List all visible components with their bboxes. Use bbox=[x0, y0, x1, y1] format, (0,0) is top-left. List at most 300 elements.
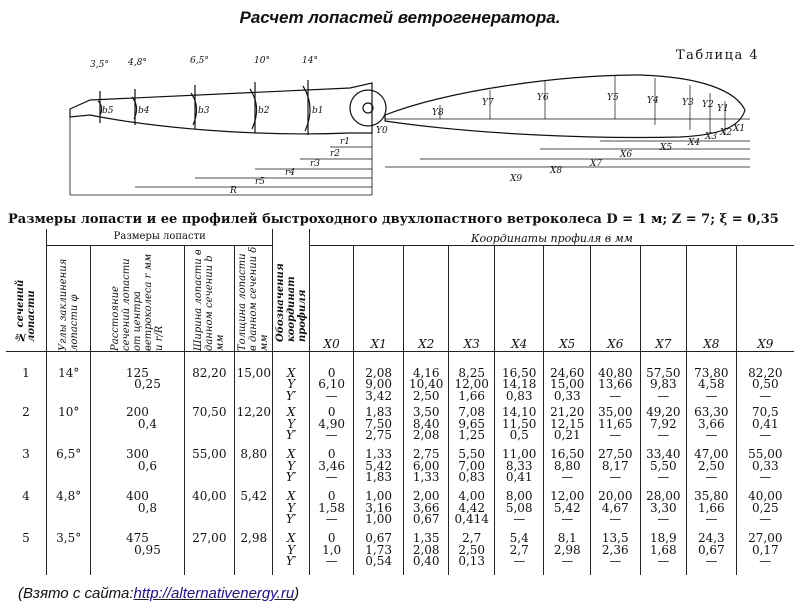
coord-yp: 1,25 bbox=[458, 428, 486, 442]
coord-y: 8,33 bbox=[505, 458, 533, 473]
coord-yp: — bbox=[609, 512, 622, 526]
section-no: 1 bbox=[6, 351, 46, 407]
coord-x: 33,40 bbox=[646, 447, 681, 461]
section-no: 3 bbox=[6, 449, 46, 491]
profile-y-label: Y3 bbox=[682, 98, 694, 108]
thickness-value: 5,42 bbox=[235, 491, 273, 533]
coord-x: 1,33 bbox=[365, 447, 393, 461]
blade-outline bbox=[70, 83, 372, 134]
coord-y: 2,08 bbox=[412, 542, 440, 557]
designation-letter: Y′ bbox=[285, 470, 297, 484]
profile-x-label: X4 bbox=[688, 138, 701, 148]
designation-letter: Y′ bbox=[285, 388, 297, 403]
width-value: 70,50 bbox=[184, 407, 235, 449]
coord-yp: — bbox=[561, 512, 574, 526]
coord-x: 24,3 bbox=[697, 531, 725, 545]
coord-y: 2,50 bbox=[458, 542, 486, 557]
distance-ratio: 0,6 bbox=[137, 458, 158, 473]
header-width: Ширина лопасти в данном сечении b мм bbox=[192, 248, 226, 351]
coord-y: 1,68 bbox=[649, 542, 677, 557]
width-value: 55,00 bbox=[184, 449, 235, 491]
coord-x: 28,00 bbox=[646, 489, 681, 503]
coord-x: 1,00 bbox=[365, 489, 393, 503]
coord-yp: 1,00 bbox=[365, 512, 393, 526]
coord-y: 3,46 bbox=[318, 458, 345, 473]
distance-ratio: 0,4 bbox=[137, 416, 158, 431]
coord-yp: — bbox=[705, 512, 718, 526]
coord-x: 7,08 bbox=[458, 405, 486, 419]
coord-cell bbox=[403, 351, 449, 407]
angle-value: 6,5° bbox=[46, 449, 91, 491]
coord-y: 4,90 bbox=[318, 416, 345, 431]
profile-x-label: X7 bbox=[590, 159, 603, 169]
coord-cell bbox=[544, 491, 591, 533]
coord-cell bbox=[309, 351, 354, 407]
coord-yp: 1,83 bbox=[365, 470, 393, 484]
coord-x: 8,1 bbox=[557, 531, 577, 545]
angle-label: 6,5° bbox=[190, 56, 209, 66]
coord-cell bbox=[640, 491, 687, 533]
coord-cell bbox=[687, 533, 737, 575]
coord-y: 12,00 bbox=[454, 377, 489, 391]
coord-cell bbox=[403, 533, 449, 575]
coord-yp: 2,50 bbox=[412, 388, 440, 403]
coord-cell bbox=[309, 491, 354, 533]
coord-x: 63,30 bbox=[694, 405, 729, 419]
designation-cell bbox=[273, 449, 309, 491]
section-no: 2 bbox=[6, 407, 46, 449]
coord-yp: — bbox=[609, 470, 622, 484]
coord-yp: 0,41 bbox=[505, 470, 533, 484]
distance-mm: 475 bbox=[126, 531, 149, 545]
coord-y: 0,17 bbox=[751, 542, 779, 557]
profile-x-label: X6 bbox=[620, 150, 633, 160]
coord-y: 11,65 bbox=[598, 416, 633, 431]
header-x: X4 bbox=[494, 245, 544, 351]
table-number: Таблица 4 bbox=[676, 48, 760, 63]
designation-letter: X bbox=[286, 489, 296, 503]
footer-suffix: ) bbox=[294, 585, 300, 602]
designation-letter: Y bbox=[287, 500, 296, 515]
table-row bbox=[6, 533, 794, 575]
coord-x: 1,83 bbox=[365, 405, 393, 419]
profile-y-label: Y8 bbox=[432, 108, 444, 118]
coord-yp: — bbox=[657, 428, 670, 442]
coord-yp: — bbox=[561, 554, 574, 568]
coord-x: 27,00 bbox=[748, 531, 783, 545]
coord-x: 73,80 bbox=[694, 365, 729, 380]
coord-yp: — bbox=[325, 470, 338, 484]
coord-y: 4,58 bbox=[697, 377, 725, 391]
coord-y: 2,36 bbox=[601, 542, 629, 557]
designation-cell bbox=[273, 351, 309, 407]
coord-x: 8,25 bbox=[458, 365, 486, 380]
coord-yp: 2,75 bbox=[365, 428, 393, 442]
coord-y: 5,42 bbox=[553, 500, 581, 515]
coord-x: 14,10 bbox=[502, 405, 537, 419]
coord-x: 0,67 bbox=[365, 531, 393, 545]
width-label: b4 bbox=[138, 106, 150, 116]
header-x: X0 bbox=[309, 245, 354, 351]
coord-yp: — bbox=[609, 554, 622, 568]
coord-y: 2,98 bbox=[553, 542, 581, 557]
coord-cell bbox=[309, 449, 354, 491]
coord-cell bbox=[640, 449, 687, 491]
coord-x: 40,80 bbox=[598, 365, 633, 380]
coord-y: 3,30 bbox=[649, 500, 677, 515]
profile-x-label: X3 bbox=[705, 132, 718, 142]
section-no: 4 bbox=[6, 491, 46, 533]
distance-value bbox=[91, 491, 184, 533]
table-row bbox=[6, 407, 794, 449]
coord-yp: 0,67 bbox=[412, 512, 440, 526]
coord-cell bbox=[494, 491, 544, 533]
coord-x: 2,75 bbox=[412, 447, 440, 461]
coord-y: 0,50 bbox=[751, 377, 779, 391]
coord-yp: 0,83 bbox=[505, 388, 533, 403]
coord-cell bbox=[403, 407, 449, 449]
distance-mm: 200 bbox=[126, 405, 149, 419]
coord-yp: — bbox=[325, 512, 338, 526]
coord-cell bbox=[591, 533, 641, 575]
blade-drawing bbox=[0, 55, 800, 205]
coord-y: 6,00 bbox=[412, 458, 440, 473]
width-label: b1 bbox=[312, 106, 324, 116]
width-value: 27,00 bbox=[184, 533, 235, 575]
coord-y: 0,67 bbox=[697, 542, 725, 557]
coord-cell bbox=[591, 449, 641, 491]
coord-yp: — bbox=[759, 388, 772, 403]
coord-x: 55,00 bbox=[748, 447, 783, 461]
coord-yp: — bbox=[657, 388, 670, 403]
coord-yp: 2,08 bbox=[412, 428, 440, 442]
profile-x-label: X8 bbox=[550, 166, 563, 176]
designation-letter: X bbox=[286, 405, 296, 419]
source-link[interactable]: http://alternativenergy.ru bbox=[133, 585, 295, 602]
coord-yp: — bbox=[513, 554, 526, 568]
coord-yp: 0,54 bbox=[365, 554, 393, 568]
coord-x: 3,50 bbox=[412, 405, 440, 419]
coord-x: 70,5 bbox=[751, 405, 779, 419]
coord-cell bbox=[544, 351, 591, 407]
designation-letter: Y bbox=[287, 542, 296, 557]
width-value: 82,20 bbox=[184, 351, 235, 407]
angle-label: 3,5° bbox=[90, 60, 109, 70]
designation-letter: X bbox=[286, 447, 296, 461]
coord-yp: — bbox=[705, 388, 718, 403]
radius-label: r2 bbox=[330, 149, 341, 159]
header-section-no: № сечений лопасти bbox=[14, 279, 37, 343]
coord-cell bbox=[544, 407, 591, 449]
angle-value: 10° bbox=[46, 407, 91, 449]
coord-cell bbox=[736, 533, 794, 575]
footer-prefix: (Взято с сайта: bbox=[18, 585, 134, 602]
coord-cell bbox=[736, 407, 794, 449]
coord-x: 18,9 bbox=[649, 531, 677, 545]
distance-value bbox=[91, 351, 184, 407]
coord-x: 21,20 bbox=[550, 405, 585, 419]
coord-yp: — bbox=[705, 470, 718, 484]
coord-cell bbox=[494, 351, 544, 407]
coord-yp: — bbox=[325, 428, 338, 442]
coord-yp: 0,13 bbox=[458, 554, 486, 568]
coord-y: 8,17 bbox=[601, 458, 629, 473]
radius-label: r5 bbox=[255, 177, 266, 187]
coord-yp: 3,42 bbox=[365, 388, 393, 403]
coord-x: 0 bbox=[327, 489, 336, 503]
header-x: X5 bbox=[544, 245, 591, 351]
coord-y: 4,42 bbox=[458, 500, 486, 515]
coord-x: 12,00 bbox=[550, 489, 585, 503]
coord-x: 2,7 bbox=[462, 531, 482, 545]
designation-cell bbox=[273, 491, 309, 533]
coord-cell bbox=[309, 407, 354, 449]
header-x: X1 bbox=[354, 245, 404, 351]
distance-ratio: 0,95 bbox=[134, 542, 161, 557]
coord-cell bbox=[403, 491, 449, 533]
coord-yp: — bbox=[325, 388, 338, 403]
coord-y: 9,65 bbox=[458, 416, 486, 431]
coord-x: 16,50 bbox=[502, 365, 537, 380]
coord-y: 0,25 bbox=[751, 500, 779, 515]
angle-value: 14° bbox=[46, 351, 91, 407]
coord-yp: 1,33 bbox=[412, 470, 440, 484]
table-caption: Размеры лопасти и ее профилей быстроходного двухлопастного ветроколеса D = 1 м; Z = 7; ξ = 0,35 bbox=[8, 212, 779, 227]
coord-y: 10,40 bbox=[409, 377, 444, 391]
coord-cell bbox=[591, 407, 641, 449]
distance-ratio: 0,8 bbox=[137, 500, 158, 515]
coord-x: 13,5 bbox=[601, 531, 629, 545]
distance-ratio: 0,25 bbox=[134, 377, 161, 391]
coord-y: 4,67 bbox=[601, 500, 629, 515]
designation-letter: Y bbox=[287, 458, 296, 473]
coord-y: 12,15 bbox=[550, 416, 585, 431]
coord-yp: — bbox=[759, 428, 772, 442]
coord-cell bbox=[309, 533, 354, 575]
coord-y: 11,50 bbox=[502, 416, 537, 431]
radius-label: r4 bbox=[285, 168, 296, 178]
coord-y: 1,66 bbox=[697, 500, 725, 515]
angle-value: 3,5° bbox=[46, 533, 91, 575]
width-label: b2 bbox=[258, 106, 270, 116]
coord-cell bbox=[494, 407, 544, 449]
profile-x-label: X5 bbox=[660, 143, 673, 153]
coord-y: 3,66 bbox=[697, 416, 725, 431]
coord-cell bbox=[449, 449, 495, 491]
coord-yp: — bbox=[657, 512, 670, 526]
profile-x-label: X9 bbox=[510, 174, 523, 184]
coord-yp: 0,33 bbox=[553, 388, 581, 403]
coord-yp: — bbox=[705, 428, 718, 442]
radius-label: r3 bbox=[310, 159, 321, 169]
coord-yp: 0,21 bbox=[553, 428, 581, 442]
table-row bbox=[6, 491, 794, 533]
coord-x: 16,50 bbox=[550, 447, 585, 461]
coord-yp: — bbox=[657, 554, 670, 568]
coord-y: 5,08 bbox=[505, 500, 533, 515]
coord-x: 82,20 bbox=[748, 365, 783, 380]
coord-y: 9,00 bbox=[365, 377, 393, 391]
coord-x: 20,00 bbox=[598, 489, 633, 503]
coord-y: 2,50 bbox=[697, 458, 725, 473]
coord-y: 14,18 bbox=[502, 377, 537, 391]
distance-value bbox=[91, 449, 184, 491]
coord-y: 5,50 bbox=[649, 458, 677, 473]
profile-y-label: Y7 bbox=[482, 98, 494, 108]
coord-y: 3,16 bbox=[365, 500, 393, 515]
radius-label: r1 bbox=[340, 137, 351, 147]
coord-y: 0,33 bbox=[751, 458, 779, 473]
designation-cell bbox=[273, 533, 309, 575]
coord-yp: — bbox=[759, 470, 772, 484]
coord-y: 8,80 bbox=[553, 458, 581, 473]
coord-yp: — bbox=[325, 554, 338, 568]
coord-cell bbox=[449, 533, 495, 575]
angle-label: 14° bbox=[302, 56, 318, 66]
width-label: b5 bbox=[102, 106, 114, 116]
coord-cell bbox=[640, 351, 687, 407]
coord-x: 27,50 bbox=[598, 447, 633, 461]
coord-x: 35,00 bbox=[598, 405, 633, 419]
profile-y-label: Y6 bbox=[537, 93, 549, 103]
coord-x: 0 bbox=[327, 365, 336, 380]
thickness-value: 2,98 bbox=[235, 533, 273, 575]
thickness-value: 12,20 bbox=[235, 407, 273, 449]
coord-cell bbox=[354, 491, 404, 533]
coord-x: 47,00 bbox=[694, 447, 729, 461]
coord-x: 5,4 bbox=[509, 531, 529, 545]
coord-x: 35,80 bbox=[694, 489, 729, 503]
coord-cell bbox=[687, 449, 737, 491]
coord-yp: 0,83 bbox=[458, 470, 486, 484]
header-designation: Обозначения координат профиля bbox=[274, 263, 308, 343]
coord-y: 15,00 bbox=[550, 377, 585, 391]
designation-letter: X bbox=[286, 365, 296, 380]
coord-cell bbox=[687, 351, 737, 407]
coord-cell bbox=[449, 491, 495, 533]
coord-yp: — bbox=[561, 470, 574, 484]
coord-y: 1,58 bbox=[318, 500, 345, 515]
coord-cell bbox=[403, 449, 449, 491]
thickness-value: 8,80 bbox=[235, 449, 273, 491]
coord-y: 1,0 bbox=[322, 542, 342, 557]
coord-cell bbox=[354, 407, 404, 449]
thickness-value: 15,00 bbox=[235, 351, 273, 407]
page-title: Расчет лопастей ветрогенератора. bbox=[239, 8, 561, 27]
coord-yp: — bbox=[759, 554, 772, 568]
coord-x: 4,00 bbox=[458, 489, 486, 503]
width-value: 40,00 bbox=[184, 491, 235, 533]
profile-x-label: X2 bbox=[720, 128, 733, 138]
coord-yp: 1,66 bbox=[458, 388, 486, 403]
coord-cell bbox=[736, 491, 794, 533]
coord-cell bbox=[736, 449, 794, 491]
coord-yp: — bbox=[657, 470, 670, 484]
coord-y: 0,41 bbox=[751, 416, 779, 431]
coord-cell bbox=[449, 351, 495, 407]
header-thickness: Толщина лопасти в данном сечении δ мм bbox=[237, 246, 271, 351]
coord-cell bbox=[591, 351, 641, 407]
table-row bbox=[6, 351, 794, 407]
coord-x: 2,00 bbox=[412, 489, 440, 503]
coord-x: 49,20 bbox=[646, 405, 681, 419]
coord-x: 0 bbox=[327, 447, 336, 461]
header-x: X2 bbox=[403, 245, 449, 351]
coord-x: 8,00 bbox=[505, 489, 533, 503]
coord-x: 40,00 bbox=[748, 489, 783, 503]
coord-y: 2,7 bbox=[509, 542, 529, 557]
designation-letter: Y′ bbox=[285, 512, 297, 526]
coord-yp: — bbox=[609, 388, 622, 403]
coord-y: 8,40 bbox=[412, 416, 440, 431]
header-x: X8 bbox=[687, 245, 737, 351]
coord-y: 7,92 bbox=[649, 416, 677, 431]
coord-x: 57,50 bbox=[646, 365, 681, 380]
coord-cell bbox=[640, 407, 687, 449]
header-x: X6 bbox=[591, 245, 641, 351]
coord-cell bbox=[687, 407, 737, 449]
designation-letter: Y′ bbox=[285, 428, 297, 442]
header-coords: Координаты профиля в мм bbox=[309, 229, 794, 245]
angle-value: 4,8° bbox=[46, 491, 91, 533]
coord-cell bbox=[640, 533, 687, 575]
coord-yp: 0,5 bbox=[509, 428, 529, 442]
coord-y: 7,00 bbox=[458, 458, 486, 473]
profile-y-label: Y4 bbox=[647, 96, 659, 106]
coord-y: 3,66 bbox=[412, 500, 440, 515]
coord-cell bbox=[544, 449, 591, 491]
section-no: 5 bbox=[6, 533, 46, 575]
coord-y: 13,66 bbox=[598, 377, 633, 391]
table-row bbox=[6, 449, 794, 491]
coord-x: 0 bbox=[327, 405, 336, 419]
header-x: X9 bbox=[736, 245, 794, 351]
coord-y: 5,42 bbox=[365, 458, 393, 473]
distance-mm: 300 bbox=[126, 447, 149, 461]
designation-letter: X bbox=[286, 531, 296, 545]
coord-x: 2,08 bbox=[365, 365, 393, 380]
coord-cell bbox=[544, 533, 591, 575]
coord-cell bbox=[687, 491, 737, 533]
coord-cell bbox=[449, 407, 495, 449]
width-label: b3 bbox=[198, 106, 210, 116]
coord-cell bbox=[494, 533, 544, 575]
coord-x: 4,16 bbox=[412, 365, 440, 380]
coord-cell bbox=[354, 449, 404, 491]
coord-yp: — bbox=[513, 512, 526, 526]
coord-cell bbox=[354, 533, 404, 575]
profile-y-label: Y1 bbox=[717, 104, 729, 114]
distance-mm: 125 bbox=[126, 365, 149, 380]
profile-y-label: Y0 bbox=[376, 126, 388, 136]
designation-letter: Y bbox=[287, 416, 296, 431]
coord-y: 1,73 bbox=[365, 542, 393, 557]
coord-cell bbox=[736, 351, 794, 407]
radius-label: R bbox=[230, 186, 237, 196]
header-distance: Расстояние сечений лопасти от центра ветроколеса r мм и r/R bbox=[109, 253, 165, 351]
designation-letter: Y bbox=[287, 377, 296, 391]
coord-x: 1,35 bbox=[412, 531, 440, 545]
distance-mm: 400 bbox=[126, 489, 149, 503]
source-footer bbox=[18, 585, 299, 602]
hub-circle bbox=[350, 90, 386, 126]
designation-cell bbox=[273, 407, 309, 449]
coord-x: 11,00 bbox=[502, 447, 537, 461]
coord-yp: — bbox=[609, 428, 622, 442]
coord-yp: — bbox=[705, 554, 718, 568]
profile-y-label: Y5 bbox=[607, 93, 619, 103]
distance-value bbox=[91, 533, 184, 575]
